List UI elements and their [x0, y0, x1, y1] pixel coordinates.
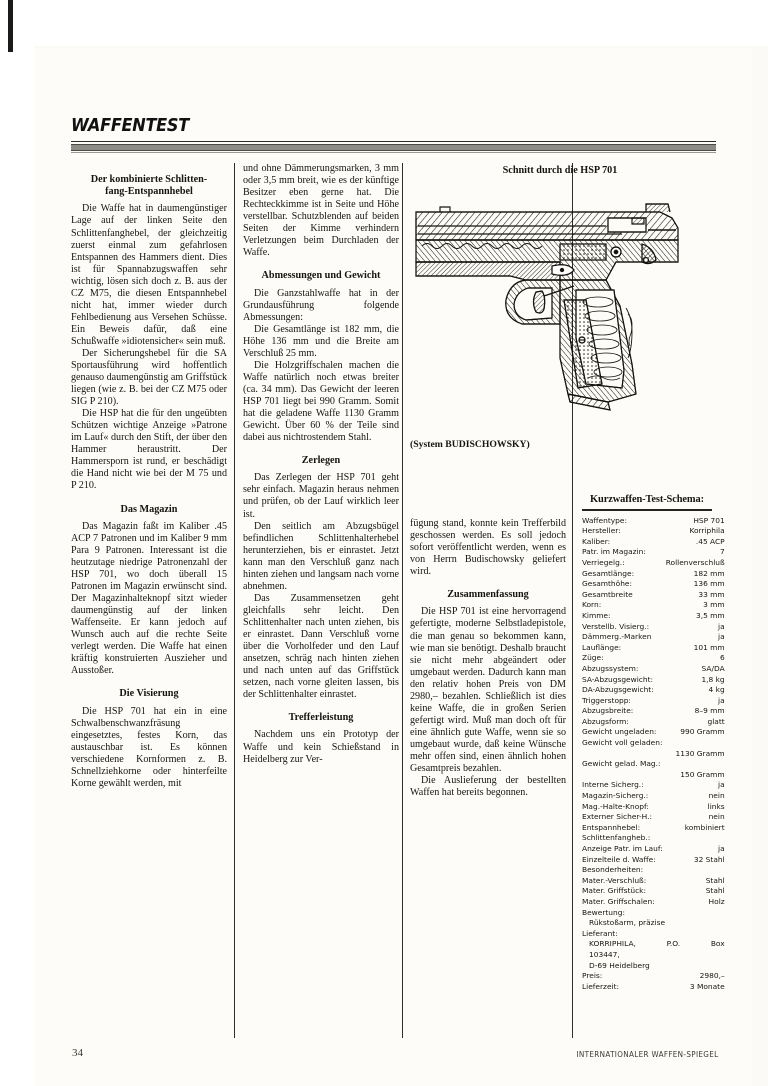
spec-supplier-line: [582, 939, 725, 950]
spec-row: [582, 759, 725, 770]
spec-value: glatt: [707, 716, 725, 726]
spec-row: [582, 622, 725, 633]
spec-row: [582, 727, 725, 738]
spec-value: nein: [708, 812, 725, 822]
paragraph: Die Holzgriffschalen machen die Waffe natürlich noch etwas breiter (ca. 34 mm). Das Gewicht der leeren HSP 701 liegt bei 990 Gramm. Somit hat die geladene Waffe 1130 Gramm Gewicht. Über 60 % der Teile sind dabei aus nichtrostendem Stahl.: [243, 359, 399, 444]
paragraph: Der Sicherungshebel für die SA Sportausführung wird hoffentlich genauso daumengünstig am Griffstück liegen (wie z. B. bei der CZ M75 oder SIG P 210).: [71, 347, 227, 408]
section-heading: Trefferleistung: [288, 712, 354, 724]
spec-value: links: [707, 801, 725, 811]
section-heading: Abmessungen und Gewicht: [261, 270, 381, 282]
masthead-rule-thin: [71, 141, 716, 142]
section-heading: Zusammenfassung: [447, 589, 529, 601]
spec-value: [666, 759, 725, 770]
spec-row: [582, 897, 725, 908]
spec-row: [582, 643, 725, 654]
spec-row: [582, 696, 725, 707]
publication-name: INTERNATIONALER WAFFEN-SPIEGEL: [576, 1050, 718, 1059]
spec-value: 101 mm: [693, 642, 725, 652]
spec-row: [582, 600, 725, 611]
spec-delivery-key: Lieferzeit:: [582, 981, 620, 991]
spec-value: Korriphila: [689, 526, 725, 536]
spec-key: Abzugsbreite:: [582, 706, 634, 716]
spec-value-wrapped: 150 Gramm: [680, 769, 725, 779]
spec-value: .45 ACP: [695, 536, 725, 546]
figure-caption: (System BUDISCHOWSKY): [410, 439, 530, 450]
spec-key: Mater. Griffstück:: [582, 886, 646, 896]
spec-key: Entspannhebel:: [582, 822, 641, 832]
spec-key: Abzugsform:: [582, 716, 629, 726]
spec-value: [666, 908, 725, 919]
spec-row: [582, 516, 725, 527]
paragraph: Das Zerlegen der HSP 701 geht sehr einfach. Magazin heraus nehmen und prüfen, ob der Lauf wirklich leer ist.: [243, 472, 399, 520]
spec-supplier-label-text: Lieferant:: [582, 928, 618, 938]
spec-row: [582, 590, 725, 601]
spec-value: 990 Gramm: [680, 727, 725, 737]
spec-key: Gewicht voll geladen:: [582, 738, 663, 748]
article-column-2: [243, 163, 399, 766]
spec-value: 136 mm: [693, 579, 725, 589]
paragraph: Die Waffe hat in daumengünstiger Lage auf der linken Seite den Schlittenfanghebel, der gleichzeitig zuerst einmal zum gefahrlosen Entspannen des Hammers dient. Dies ist für Spannabzugswaffen sehr wichtig, lösen sich doch z. B. aus der CZ M75, die diesen Entspannhebel nicht hat, immer wieder durch Fehlbedienung aus Versehen Schüsse. Ein Beweis dafür, daß eine Schußwaffe »idiotensicher« sein muß.: [71, 203, 227, 347]
spec-supplier-line2: [582, 950, 725, 961]
spec-rule: [582, 509, 712, 511]
spec-value: ja: [718, 780, 725, 790]
spec-key: Magazin-Sicherg.:: [582, 791, 649, 801]
masthead-rule-thick: [71, 144, 716, 151]
spec-value: HSP 701: [693, 515, 725, 525]
spec-value: 8–9 mm: [694, 706, 725, 716]
spec-key: Gesamthöhe:: [582, 579, 632, 589]
paragraph: Die Gesamtlänge ist 182 mm, die Höhe 136 mm und die Breite am Verschluß 25 mm.: [243, 323, 399, 359]
spec-key: Korn:: [582, 600, 602, 610]
paragraph: Die HSP 701 hat ein in eine Schwalbenschwanzfräsung eingesetztes, festes Korn, das austauschbar ist. Es können verschiedene Kornformen z. B. Schnellziehkorne oder hinterfeilte Korne gewählt werden, mit: [71, 705, 227, 789]
spec-row: [582, 717, 725, 728]
spec-row: [582, 685, 725, 696]
page-title: WAFFENTEST: [71, 116, 189, 136]
spec-row: [582, 569, 725, 580]
spec-value: 4 kg: [708, 685, 725, 695]
spec-key: Abzugssystem:: [582, 663, 639, 673]
spec-row: [582, 664, 725, 675]
spec-value: nein: [708, 791, 725, 801]
spec-row-continuation: [582, 749, 725, 760]
spec-key: Gewicht ungeladen:: [582, 727, 657, 737]
page-top-margin: [34, 0, 768, 46]
spec-key: Mater. Griffschalen:: [582, 896, 655, 906]
paragraph: fügung stand, konnte kein Trefferbild geschossen werden. Es soll jedoch sofort veröffentlicht werden, wenn es von Herrn Budischowsky geliefert wird.: [410, 518, 566, 578]
article-column-1: [71, 163, 227, 790]
spec-price-value: 2980,–: [699, 971, 725, 981]
spec-value: Holz: [708, 896, 725, 906]
spec-key: Triggerstopp:: [582, 695, 631, 705]
spec-row: [582, 908, 725, 919]
spec-value: Stahl: [705, 875, 725, 885]
spec-price: [582, 971, 725, 982]
spec-delivery: [582, 982, 725, 993]
spec-value: 32 Stahl: [693, 854, 725, 864]
spec-key: Kaliber:: [582, 536, 611, 546]
column-separator-1: [234, 163, 235, 1038]
section-heading: Das Magazin: [120, 503, 178, 515]
spec-key: Gesamtbreite: [582, 589, 633, 599]
spec-row: [582, 675, 725, 686]
spec-key: Lauflänge:: [582, 642, 622, 652]
page-number: 34: [72, 1047, 83, 1059]
section-heading: Zerlegen: [301, 455, 341, 467]
spec-row: [582, 802, 725, 813]
spec-row: [582, 844, 725, 855]
spec-key: DA-Abzugsgewicht:: [582, 685, 654, 695]
spec-row: [582, 579, 725, 590]
spec-key: Gewicht gelad. Mag.:: [582, 759, 661, 769]
paragraph: und ohne Dämmerungsmarken, 3 mm oder 3,5 mm breit, wie es der künftige Besitzer eben gerne hat. Die Rechteckkimme ist in Seite und Höhe verstellbar. Schutzblenden auf beiden Seiten der Kimme verhindern Verletzungen beim Durchladen der Waffe.: [243, 163, 399, 259]
spec-row: [582, 558, 725, 569]
spec-value: ja: [718, 695, 725, 705]
paragraph: Das Magazin faßt im Kaliber .45 ACP 7 Patronen und im Kaliber 9 mm Para 9 Patronen. Interessant ist die heutzutage niedrige Patronenzahl der HSP 701, wo doch überall 15 Patronen im Magazin erwünscht sind. Der Magazinhalteknopf sitzt wieder daumengünstig auf der linken Waffenseite. Er kann jedoch auf Wunsch auch auf die rechte Seite verlegt werden. Die Waffe hat einen kräftig konstruierten Auszieher und Ausstoßer.: [71, 520, 227, 677]
pistol-cutaway-illustration: [410, 188, 710, 433]
paragraph: Nachdem uns ein Prototyp der Waffe und kein Schießstand in Heidelberg zur Ver-: [243, 729, 399, 765]
spec-key: Kimme:: [582, 610, 611, 620]
spec-value: 7: [719, 547, 725, 557]
spec-key: Besonderheiten:: [582, 865, 644, 875]
spec-key: Externer Sicher-H.:: [582, 812, 652, 822]
spec-title: Kurzwaffen-Test-Schema:: [590, 494, 704, 505]
spec-supplier-label: [582, 929, 725, 940]
spec-value: [666, 833, 725, 844]
spec-delivery-value: 3 Monate: [689, 981, 725, 991]
spec-row: [582, 653, 725, 664]
spec-row: [582, 865, 725, 876]
spec-row: [582, 791, 725, 802]
spec-key: Waffentype:: [582, 515, 627, 525]
spec-value: ja: [718, 632, 725, 642]
spec-row: [582, 537, 725, 548]
spec-value: 33 mm: [698, 589, 725, 599]
paragraph: Die Auslieferung der bestellten Waffen hat bereits begonnen.: [410, 775, 566, 799]
spec-value: ja: [718, 844, 725, 853]
section-heading: Die Visierung: [119, 688, 179, 700]
spec-key: Einzelteile d. Waffe:: [582, 854, 656, 864]
paragraph: Die Ganzstahlwaffe hat in der Grundausführung folgende Abmessungen:: [243, 287, 399, 323]
spec-value: ja: [718, 621, 725, 631]
spec-key: Züge:: [582, 653, 604, 663]
spec-row: [582, 738, 725, 749]
spec-row: [582, 812, 725, 823]
spec-supplier-line3-text: D-69 Heidelberg: [589, 960, 650, 970]
spec-value: Stahl: [705, 886, 725, 896]
spec-key: Interne Sicherg.:: [582, 780, 644, 790]
paragraph: Das Zusammensetzen geht gleichfalls sehr leicht. Den Schlittenhalter nach unten ziehen, bis er einrastet. Dann Verschluß vorne über die Vorholfeder und den Lauf ansetzen, schräg nach hinten ziehen und nach unten auf das Griffstück setzen, nach vorne gleiten lassen, bis der Schlittenhalter einrastet.: [243, 592, 399, 701]
spec-value: 182 mm: [693, 568, 725, 578]
section-heading: Der kombinierte Schlitten- fang-Entspannhebel: [90, 174, 208, 198]
spec-row: [582, 632, 725, 643]
spec-key: Mater.-Verschluß:: [582, 875, 647, 885]
spec-row: [582, 876, 725, 887]
spec-key: Hersteller:: [582, 526, 621, 536]
spec-value: [666, 865, 725, 876]
masthead: [71, 118, 716, 153]
figure-title: Schnitt durch die HSP 701: [502, 165, 618, 176]
spec-key: Gesamtlänge:: [582, 568, 635, 578]
spec-row: [582, 526, 725, 537]
spec-table: [582, 516, 725, 993]
spec-value: SA/DA: [701, 663, 725, 673]
spec-value: 3,5 mm: [695, 610, 725, 620]
spec-key: Dämmerg.-Marken: [582, 632, 652, 642]
supplier-segment-1: KORRIPHILA,: [589, 939, 636, 949]
column-separator-2: [402, 163, 403, 1038]
spec-row: [582, 855, 725, 866]
spec-key: Schlittenfangheb.:: [582, 833, 651, 843]
spec-row: [582, 706, 725, 717]
spec-row: [582, 823, 725, 834]
spec-supplier-line3: [582, 961, 725, 972]
specification-panel: [582, 494, 725, 992]
spec-rating: [582, 918, 725, 929]
paragraph: Den seitlich am Abzugsbügel befindlichen Schlittenhalterhebel herunterziehen, bis er einrastet. Jetzt kann man den Verschluß ganz nach hinten ziehen und langsam nach vorne abnehmen.: [243, 520, 399, 592]
spec-key: SA-Abzugsgewicht:: [582, 674, 653, 684]
article-column-3: [410, 518, 566, 799]
spec-key: Bewertung:: [582, 907, 625, 917]
spec-key: Patr. im Magazin:: [582, 547, 646, 557]
spec-value-wrapped: 1130 Gramm: [675, 748, 725, 758]
spec-rating-text: Rükstoßarm, präzise: [589, 918, 666, 928]
spec-value: 3 mm: [703, 600, 725, 610]
spec-row: [582, 780, 725, 791]
spec-key: Verstellb. Visierg.:: [582, 621, 650, 631]
spec-key: Verriegelg.:: [582, 557, 625, 567]
figure-block: [410, 165, 710, 450]
spec-price-key: Preis:: [582, 971, 603, 981]
spec-supplier-row: [582, 939, 725, 950]
spec-value: kombiniert: [684, 822, 725, 832]
spec-row: [582, 886, 725, 897]
supplier-segment-2: P.O.: [666, 939, 681, 949]
paragraph: Die HSP 701 ist eine hervorragend gefertigte, moderne Selbstladepistole, die man genau so bekommen kann, wie man sie benötigt. Deshalb braucht sie nicht mehr abgeändert oder umgebaut werden. Dadurch kann man den relativ hohen Preis von DM 2980,– bezahlen. Schließlich ist dies keine Waffe, die in großen Serien gefertigt wird. Muß man doch oft für eine ähnlich gute Waffe, wenn sie so umgebaut wurde, daß keine Wünsche mehr offen sind, einen ähnlich hohen Gesamtpreis bezahlen.: [410, 606, 566, 775]
spec-key: Mag.-Halte-Knopf:: [582, 801, 649, 811]
masthead-rule-bottom: [71, 152, 716, 153]
spec-row: [582, 547, 725, 558]
binding-mark: [8, 0, 13, 52]
spec-supplier-line2-text: 103447,: [589, 949, 620, 959]
supplier-segment-3: Box: [710, 939, 725, 949]
spec-value: 1,8 kg: [701, 674, 725, 684]
spec-row: [582, 833, 725, 844]
paragraph: Die HSP hat die für den ungeübten Schützen wichtige Anzeige »Patrone im Lauf« durch den Stift, der über den Hammer heraustritt. Der Hammersporn ist rund, er beschädigt die Hand nicht wie bei der M 75 und P 210.: [71, 408, 227, 492]
page-gutter: [0, 0, 34, 1086]
spec-row-continuation: [582, 770, 725, 781]
spec-row: [582, 611, 725, 622]
spec-value: 6: [719, 653, 725, 663]
spec-value: Rollenverschluß: [665, 557, 725, 567]
spec-value: [666, 738, 725, 749]
spec-key: Anzeige Patr. im Lauf:: [582, 844, 663, 853]
